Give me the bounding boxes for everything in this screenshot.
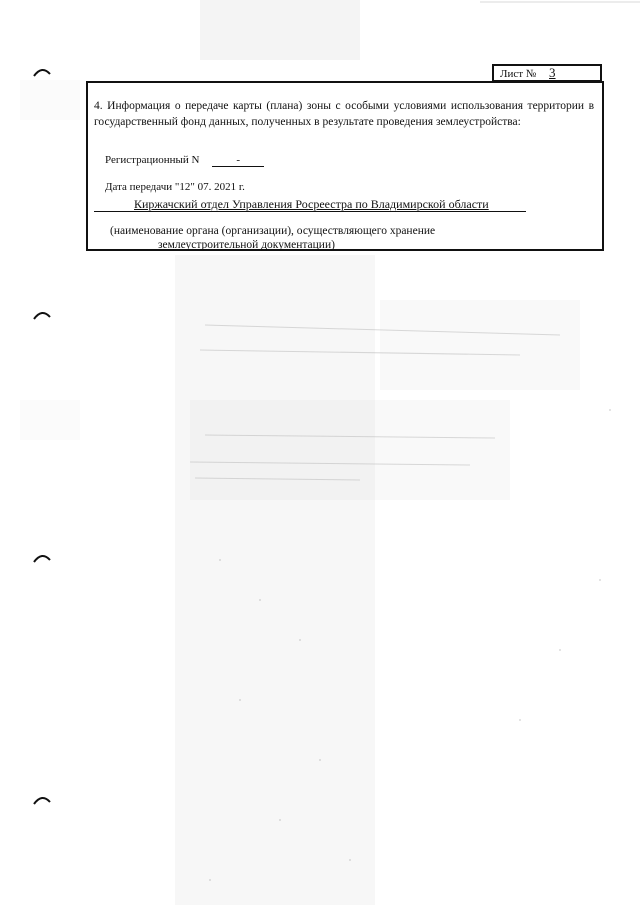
sheet-number: 3 xyxy=(549,65,556,80)
section-heading: 4. Информация о передаче карты (плана) зоны с особыми условиями использования территории в государственный фонд данных, полученных в результате проведения землеустройства: xyxy=(94,100,594,128)
registration-row xyxy=(105,154,264,167)
transfer-info-section xyxy=(86,81,604,251)
punch-hole-mark xyxy=(33,67,51,77)
punch-hole-mark xyxy=(33,310,51,320)
organization-caption-line2: землеустроительной документации) xyxy=(158,239,335,251)
transfer-date: Дата передачи "12" 07. 2021 г. xyxy=(105,181,245,193)
organization-caption xyxy=(110,224,530,252)
organization-name: Киржачский отдел Управления Росреестра по Владимирской области xyxy=(94,197,526,212)
registration-label: Регистрационный N xyxy=(105,154,200,166)
punch-hole-mark xyxy=(33,553,51,563)
sheet-label: Лист № xyxy=(500,68,537,80)
organization-caption-line1: (наименование органа (организации), осуществляющего хранение xyxy=(110,225,436,237)
registration-value: - xyxy=(212,154,264,167)
sheet-number-box xyxy=(492,64,602,82)
punch-hole-mark xyxy=(33,795,51,805)
